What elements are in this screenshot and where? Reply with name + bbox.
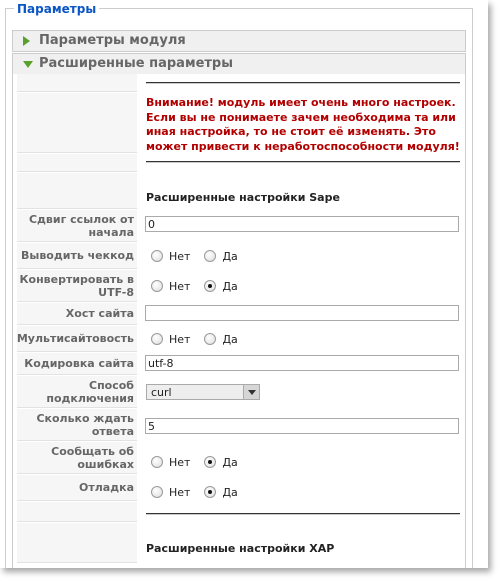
show-check-radios (151, 248, 252, 264)
label-cell-empty (17, 502, 137, 522)
option-no-label: Нет (169, 455, 191, 469)
sape-section-title: Расширенные настройки Sape (146, 191, 340, 204)
host-label: Хост сайта (17, 303, 137, 325)
panel-module-title: Параметры модуля (39, 33, 186, 48)
multisite-no-radio[interactable] (151, 333, 163, 345)
divider (146, 161, 460, 163)
label-cell-empty (17, 93, 137, 153)
utf8-no-radio[interactable] (151, 280, 163, 292)
debug-radios (151, 484, 252, 500)
host-input[interactable] (145, 305, 459, 321)
debug-yes-radio[interactable] (204, 486, 216, 498)
option-yes-label: Да (222, 455, 238, 469)
encoding-label: Кодировка сайта (17, 353, 137, 375)
utf8-label: Конвертировать в UTF-8 (17, 270, 137, 302)
show-check-no-radio[interactable] (151, 250, 163, 262)
utf8-radios (151, 278, 252, 294)
utf8-yes-radio[interactable] (204, 280, 216, 292)
label-cell-empty (17, 154, 137, 172)
debug-no-radio[interactable] (151, 486, 163, 498)
connection-label: Способ подключения (17, 376, 137, 408)
show-check-yes-radio[interactable] (204, 250, 216, 262)
fieldset-legend: Параметры (14, 2, 99, 16)
option-no-label: Нет (169, 332, 191, 346)
debug-label: Отладка (17, 475, 137, 501)
multisite-label: Мультисайтовость (17, 326, 137, 352)
expand-arrow-icon (23, 36, 30, 46)
collapse-arrow-icon (23, 61, 33, 68)
option-no-label: Нет (169, 249, 191, 263)
panel-module-params[interactable] (12, 30, 466, 52)
multisite-yes-radio[interactable] (204, 333, 216, 345)
report-errors-label: Сообщать об ошибках (17, 442, 137, 474)
panel-advanced-title: Расширенные параметры (39, 56, 233, 71)
label-cell-empty (17, 74, 137, 92)
divider (146, 82, 460, 84)
divider (146, 513, 460, 515)
report-errors-radios (151, 454, 252, 470)
warning-text: Внимание! модуль имеет очень много настроек. Если вы не понимаете зачем необходима та или иная настройка, то не стоит её изменять. Это может привести к неработоспособности модуля! (146, 96, 460, 153)
chevron-down-icon[interactable] (243, 385, 259, 399)
label-cell-empty (17, 523, 137, 563)
option-yes-label: Да (222, 279, 238, 293)
advanced-params-content (12, 74, 466, 568)
wait-input[interactable]: 5 (145, 418, 459, 434)
xap-section-title: Расширенные настройки XAP (146, 542, 335, 555)
option-yes-label: Да (222, 332, 238, 346)
encoding-input[interactable]: utf-8 (145, 355, 459, 371)
wait-label: Сколько ждать ответа (17, 409, 137, 441)
connection-select-value: curl (151, 386, 172, 399)
panel-advanced-params[interactable] (12, 53, 466, 75)
option-no-label: Нет (169, 485, 191, 499)
report-errors-no-radio[interactable] (151, 456, 163, 468)
connection-select[interactable] (146, 384, 260, 400)
label-cell-empty (17, 173, 137, 209)
show-check-label: Выводить чеккод (17, 243, 137, 269)
link-offset-input[interactable]: 0 (145, 216, 459, 232)
link-offset-label: Сдвиг ссылок от начала (17, 210, 137, 242)
option-yes-label: Да (222, 249, 238, 263)
option-yes-label: Да (222, 485, 238, 499)
option-no-label: Нет (169, 279, 191, 293)
report-errors-yes-radio[interactable] (204, 456, 216, 468)
multisite-radios (151, 331, 252, 347)
